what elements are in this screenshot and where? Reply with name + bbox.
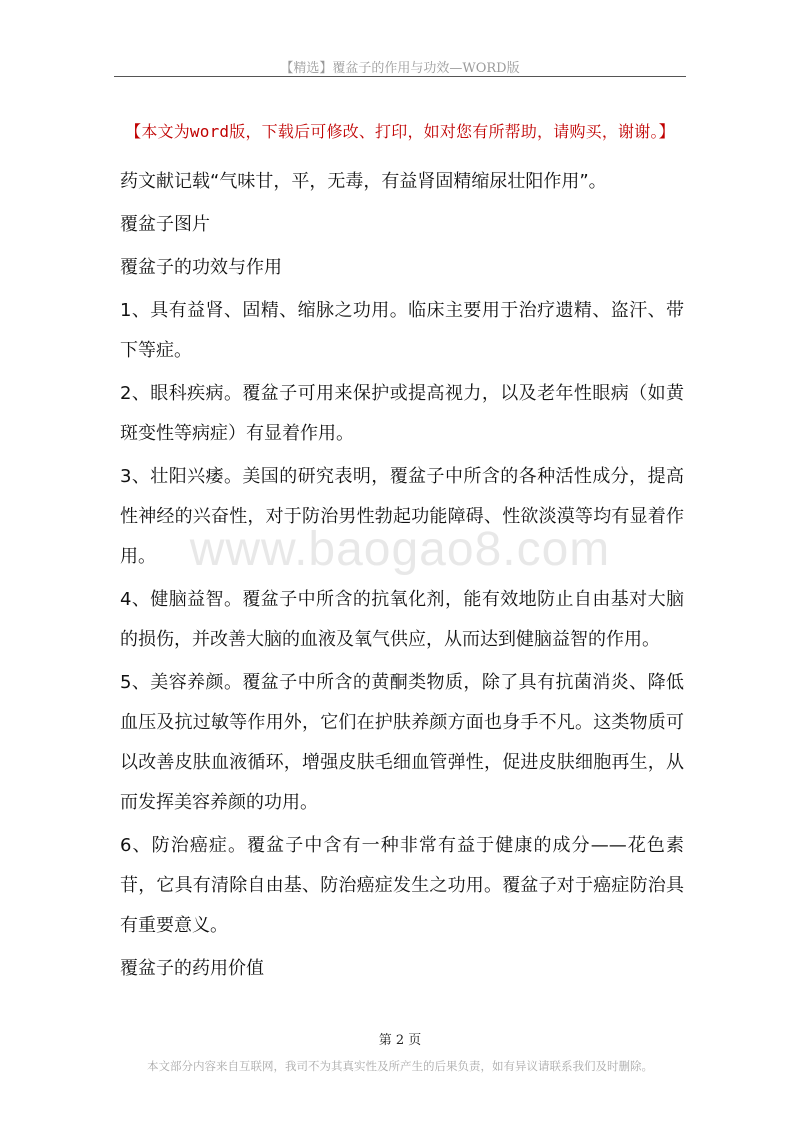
page-header: 【精选】覆盆子的作用与功效—WORD版 — [280, 61, 520, 76]
paragraph: 覆盆子图片 — [120, 214, 210, 235]
paragraph: 6、防治癌症。覆盆子中含有一种非常有益于健康的成分——花色素苷，它具有清除自由基、防治癌症发生之功用。覆盆子对于癌症防治具有重要意义。 — [120, 835, 684, 936]
watermark: www.baogao8.com — [189, 523, 611, 576]
header-divider — [114, 76, 686, 77]
page-footer: 本文部分内容来自互联网，我司不为其真实性及所产生的后果负责，如有异议请联系我们及时删除。 — [147, 1059, 653, 1073]
paragraph: 5、美容养颜。覆盆子中所含的黄酮类物质，除了具有抗菌消炎、降低血压及抗过敏等作用外，它们在护肤养颜方面也身手不凡。这类物质可以改善皮肤血液循环，增强皮肤毛细血管弹性，促进皮肤细胞再生，从而发挥美容养颜的功用。 — [120, 672, 684, 813]
paragraph: 1、具有益肾、固精、缩脉之功用。临床主要用于治疗遗精、盗汗、带下等症。 — [120, 300, 684, 361]
section-heading: 覆盆子的药用价值 — [120, 958, 264, 979]
paragraph: 2、眼科疾病。覆盆子可用来保护或提高视力，以及老年性眼病（如黄斑变性等病症）有显着作用。 — [120, 383, 684, 444]
page-number: 第 2 页 — [378, 1033, 422, 1048]
download-notice: 【本文为word版，下载后可修改、打印，如对您有所帮助，请购买，谢谢。】 — [125, 122, 675, 141]
paragraph: 4、健脑益智。覆盆子中所含的抗氧化剂，能有效地防止自由基对大脑的损伤，并改善大脑的血液及氧气供应，从而达到健脑益智的作用。 — [120, 589, 684, 650]
section-heading: 覆盆子的功效与作用 — [120, 257, 282, 278]
paragraph: 药文献记载“气味甘，平，无毒，有益肾固精缩尿壮阳作用”。 — [120, 171, 607, 192]
paragraph: 3、壮阳兴痿。美国的研究表明，覆盆子中所含的各种活性成分，提高性神经的兴奋性，对于防治男性勃起功能障碍、性欲淡漠等均有显着作用。 — [120, 466, 684, 567]
document-body — [120, 162, 684, 992]
